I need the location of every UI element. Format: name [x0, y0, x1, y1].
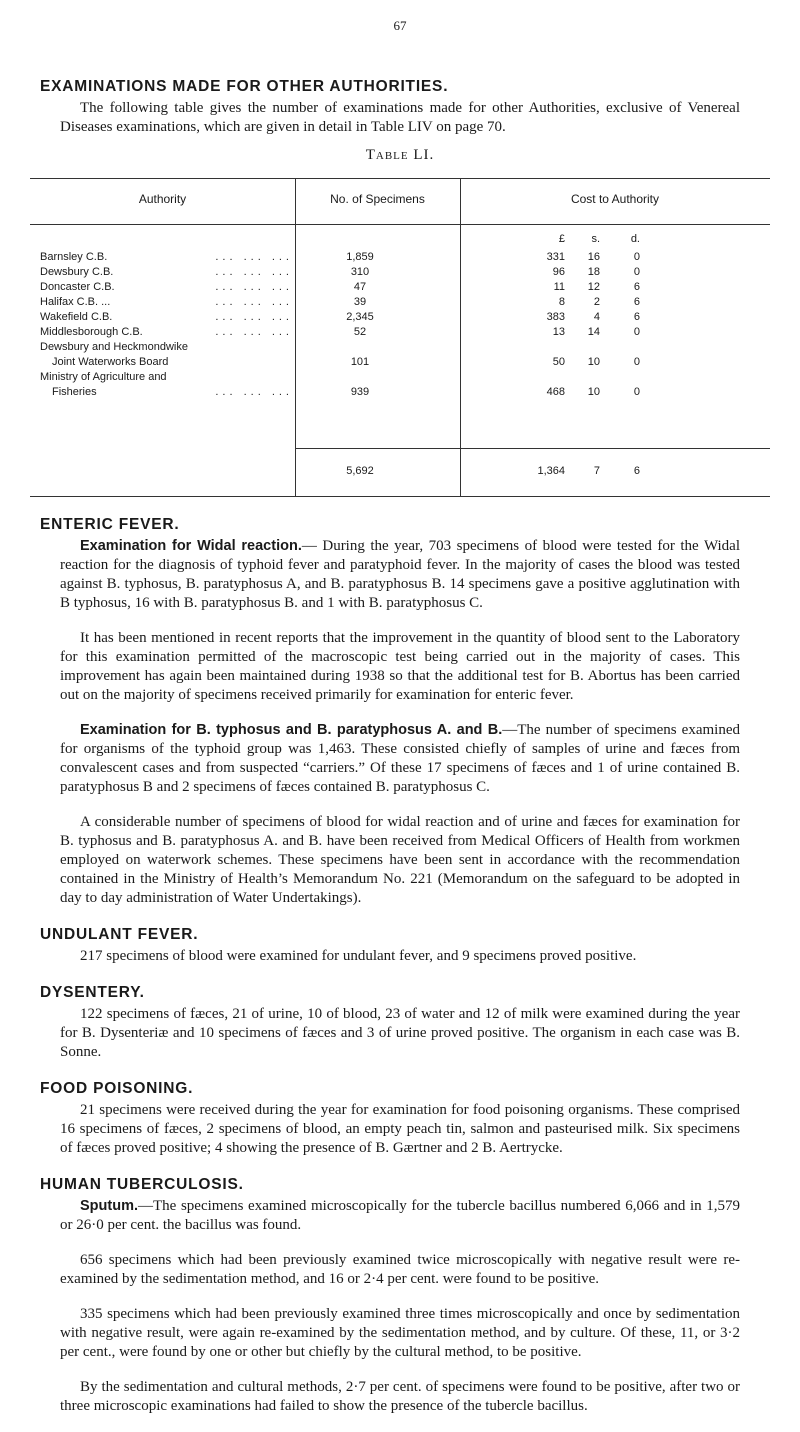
cost-shillings: 14 [587, 326, 600, 338]
table-row [30, 385, 770, 399]
table-header-rule [30, 224, 770, 225]
page-number: 67 [393, 18, 407, 33]
total-shillings: 7 [593, 465, 600, 477]
authority-name: Halifax C.B. ... [40, 296, 111, 308]
cost-pence: 0 [633, 326, 640, 338]
table-row [30, 295, 770, 309]
specimen-count: 47 [353, 281, 367, 293]
section-heading-enteric: ENTERIC FEVER. [40, 516, 180, 533]
table-row [30, 280, 770, 294]
cost-shillings: 2 [593, 296, 600, 308]
table-row-continuation [30, 340, 770, 354]
header-authority: Authority [138, 192, 187, 206]
specimen-count: 2,345 [346, 311, 374, 323]
cost-shillings: 10 [587, 386, 600, 398]
authority-name: Doncaster C.B. [40, 281, 115, 293]
cost-shillings: 4 [593, 311, 600, 323]
paragraph-lead: Sputum. [80, 1198, 138, 1214]
shillings-label: s. [591, 233, 600, 245]
cost-shillings: 12 [587, 281, 600, 293]
cost-pence: 6 [633, 281, 640, 293]
table-row [30, 325, 770, 339]
cost-pence: 6 [633, 311, 640, 323]
document-page [40, 18, 740, 1432]
cost-shillings: 16 [587, 251, 600, 263]
section-heading-dysentery: DYSENTERY. [40, 984, 145, 1001]
pence-label: d. [630, 233, 640, 245]
section-heading-undulant: UNDULANT FEVER. [40, 926, 199, 943]
cost-pounds: 468 [546, 386, 565, 398]
total-pence: 6 [633, 465, 640, 477]
undulant-paragraph: 217 specimens of blood were examined for undulant fever, and 9 specimens proved positive. [80, 948, 637, 964]
tuberculosis-paragraph: 335 specimens which had been previously examined three times microscopically and once by sedimentation with negative result, were again re-examined by the sedimentation method, and by culture. Of these, 11, or 3·2 per cent., were found by one or other but chiefly by the cultural method, to be positive. [60, 1306, 740, 1360]
dot-leader: ... ... ... [215, 251, 293, 263]
cost-pounds: 383 [546, 311, 565, 323]
tuberculosis-paragraph [60, 1197, 740, 1235]
specimen-count: 52 [353, 326, 367, 338]
authority-name-line1: Ministry of Agriculture and [40, 371, 167, 383]
specimen-count: 101 [350, 356, 370, 368]
authority-name: Joint Waterworks Board [52, 356, 169, 368]
authority-name: Fisheries [52, 386, 97, 398]
dot-leader: ... ... ... [215, 281, 293, 293]
header-specimens: No. of Specimens [330, 192, 425, 206]
section-heading-food-poisoning: FOOD POISONING. [40, 1080, 194, 1097]
cost-shillings: 10 [587, 356, 600, 368]
total-specimens: 5,692 [346, 465, 374, 477]
cost-pounds: 331 [546, 251, 565, 263]
specimen-count: 39 [353, 296, 367, 308]
cost-pounds: 96 [552, 266, 565, 278]
tuberculosis-paragraph: 656 specimens which had been previously examined twice microscopically with negative result were re-examined by the sedimentation method, and 16 or 2·4 per cent. were found to be positive. [60, 1252, 740, 1287]
authority-name: Wakefield C.B. [40, 311, 113, 323]
authority-name: Barnsley C.B. [40, 251, 108, 263]
table-row [30, 265, 770, 279]
cost-shillings: 18 [587, 266, 600, 278]
tuberculosis-paragraph: By the sedimentation and cultural methods, 2·7 per cent. of specimens were found to be positive, after two or three microscopic examinations had failed to show the presence of the tubercle bacillus. [60, 1379, 740, 1414]
total-row [30, 464, 770, 478]
dot-leader: ... ... ... [215, 296, 293, 308]
paragraph-text: —The specimens examined microscopically for the tubercle bacillus numbered 6,066 and in 1,579 or 26·0 per cent. the bacillus was found. [60, 1198, 740, 1233]
paragraph-lead: Examination for Widal reaction. [80, 538, 302, 554]
table-row [30, 310, 770, 324]
paragraph-text: — During the year, 703 specimens of blood were tested for the Widal reaction for the diagnosis of typhoid fever and paratyphoid fever. In the majority of cases the blood was tested against B. typhosus, B. paratyphosus A, and B. paratyphosus B. 14 specimens gave a positive agglutination with B typhosus, 16 with B. paratyphosus B. and 1 with B. paratyphosus C. [60, 538, 740, 611]
dot-leader: ... ... ... [215, 266, 293, 278]
cost-pounds: 50 [552, 356, 565, 368]
enteric-paragraph: A considerable number of specimens of blood for widal reaction and of urine and fæces for examination for B. typhosus and B. paratyphosus A. and B. have been received from Medical Officers of Health from workmen employed on waterwork schemes. These specimens have been sent in accordance with the recommendation contained in the Ministry of Health’s Memorandum No. 221 (Memorandum on the safeguard to be adopted in day to day administration of Water Undertakings). [60, 814, 740, 906]
cost-pence: 0 [633, 251, 640, 263]
dot-leader: ... ... ... [215, 386, 293, 398]
specimen-count: 310 [350, 266, 370, 278]
enteric-paragraph [60, 537, 740, 613]
authority-name: Middlesborough C.B. [40, 326, 143, 338]
authority-name: Dewsbury C.B. [40, 266, 114, 278]
table-row [30, 355, 770, 369]
table-total-rule [295, 448, 770, 449]
authority-name-line1: Dewsbury and Heckmondwike [40, 341, 188, 353]
food-poisoning-paragraph: 21 specimens were received during the year for examination for food poisoning organisms. These comprised 16 specimens of fæces, 2 specimens of blood, an empty peach tin, salmon and pasteurised milk. Six specimens of fæces proved positive; 4 showing the presence of B. Gærtner and 2 B. Aertrycke. [60, 1102, 740, 1156]
cost-pence: 0 [633, 266, 640, 278]
currency-row [30, 232, 770, 246]
dysentery-paragraph: 122 specimens of fæces, 21 of urine, 10 of blood, 23 of water and 12 of milk were examined during the year for B. Dysenteriæ and 10 specimens of fæces and 3 of urine proved positive. The organism in each case was B. Sonne. [60, 1006, 740, 1060]
table-top-rule [30, 178, 770, 179]
intro-paragraph: The following table gives the number of examinations made for other Authorities, exclusive of Venereal Diseases examinations, which are given in detail in Table LIV on page 70. [60, 100, 740, 135]
dot-leader: ... ... ... [215, 311, 293, 323]
cost-pounds: 11 [553, 281, 565, 293]
specimen-count: 1,859 [346, 251, 374, 263]
page-title: EXAMINATIONS MADE FOR OTHER AUTHORITIES. [40, 78, 449, 95]
pounds-label: £ [558, 233, 565, 245]
table-row [30, 250, 770, 264]
cost-pounds: 13 [552, 326, 565, 338]
table-row-continuation [30, 370, 770, 384]
table-title: Table LI. [365, 147, 435, 163]
cost-pence: 0 [633, 386, 640, 398]
cost-pence: 6 [633, 296, 640, 308]
dot-leader: ... ... ... [215, 326, 293, 338]
cost-pence: 0 [633, 356, 640, 368]
total-pounds: 1,364 [537, 465, 565, 477]
specimen-count: 939 [350, 386, 370, 398]
paragraph-text: —The number of specimens examined for organisms of the typhoid group was 1,463. These consisted chiefly of samples of urine and fæces from convalescent cases and from suspected “carriers.” Of these 17 specimens of fæces and 1 of urine contained B. paratyphosus B and 2 specimens of fæces contained B. paratyphosus C. [60, 722, 740, 795]
authorities-table [30, 178, 770, 498]
section-heading-tuberculosis: HUMAN TUBERCULOSIS. [40, 1176, 244, 1193]
header-cost: Cost to Authority [570, 192, 660, 206]
enteric-paragraph [60, 721, 740, 797]
paragraph-lead: Examination for B. typhosus and B. paratyphosus A. and B. [80, 722, 503, 738]
table-bottom-rule [30, 496, 770, 497]
enteric-paragraph: It has been mentioned in recent reports that the improvement in the quantity of blood sent to the Laboratory for this examination permitted of the macroscopic test being carried out in the majority of cases. This improvement has again been maintained during 1938 so that the additional test for B. Abortus has been carried out on the majority of specimens received primarily for examination for enteric fever. [60, 630, 740, 703]
cost-pounds: 8 [558, 296, 565, 308]
